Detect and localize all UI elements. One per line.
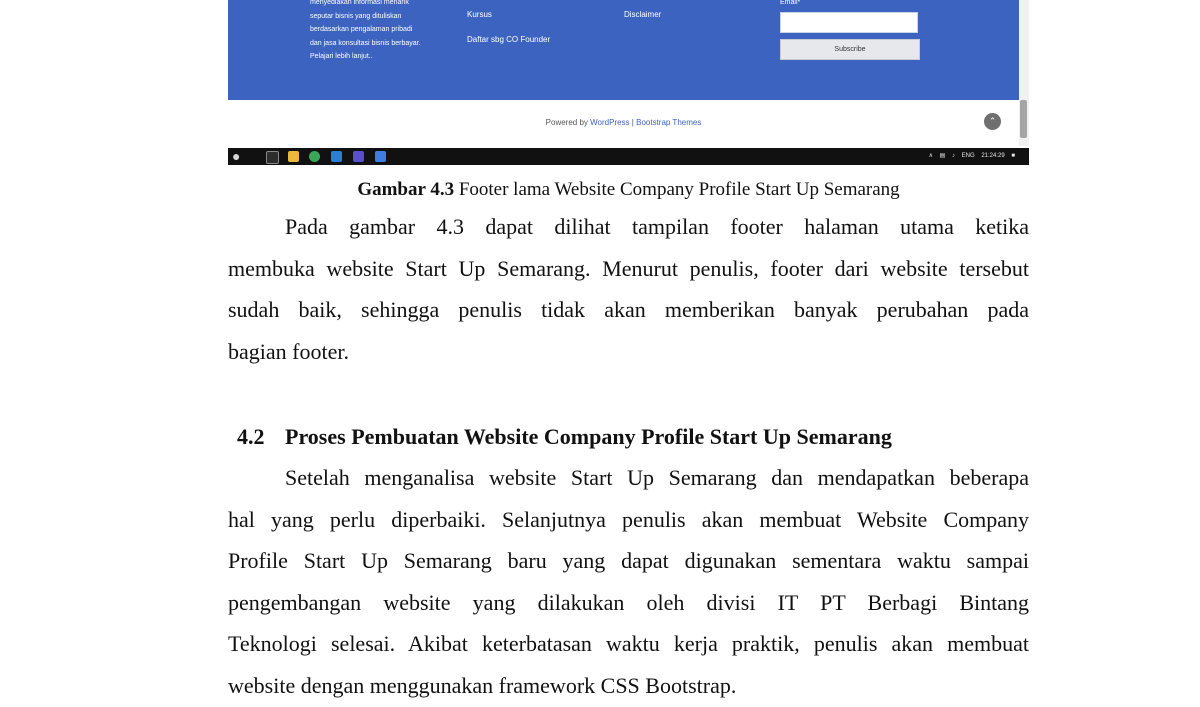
chevron-up-icon: ⌃ [988, 116, 997, 126]
about-line: dan jasa konsultasi bisnis berbayar. [310, 39, 421, 47]
paragraph-line: hal yang perlu diperbaiki. Selanjutnya penulis akan membuat Website Company [228, 506, 1029, 532]
scroll-to-top-button[interactable] [984, 113, 1001, 130]
paragraph-line: sudah baik, sehingga penulis tidak akan memberikan banyak perubahan pada [228, 297, 1029, 323]
apple-logo-icon[interactable]: ● [232, 148, 241, 164]
about-line: seputar bisnis yang dituliskan [310, 12, 402, 20]
caption-text: Footer lama Website Company Profile Start Up Semarang [458, 179, 900, 200]
figure-caption [228, 178, 1029, 202]
file-explorer-icon[interactable] [288, 151, 299, 162]
about-line: berdasarkan pengalaman pribadi [310, 26, 413, 33]
paragraph-line: Profile Start Up Semarang baru yang dapat digunakan sementara waktu sampai [228, 548, 1029, 574]
vscode-icon[interactable] [331, 151, 342, 162]
wordpress-link[interactable]: WordPress [590, 118, 630, 127]
powered-separator: | [631, 118, 634, 127]
powered-prefix: Powered by [545, 118, 588, 127]
figure-screenshot [228, 0, 1029, 165]
paragraph-1 [228, 206, 1029, 372]
footer-link-disclaimer[interactable]: Disclaimer [624, 10, 662, 19]
language-indicator[interactable]: ENG [961, 153, 975, 159]
section-number: 4.2 [237, 424, 265, 449]
paragraph-line: Pada gambar 4.3 dapat dilihat tampilan footer halaman utama ketika [285, 214, 1029, 239]
volume-icon[interactable]: ♪ [951, 153, 955, 159]
bootstrap-themes-link[interactable]: Bootstrap Themes [636, 118, 702, 127]
network-icon[interactable]: ▤ [939, 153, 946, 159]
about-line: menyediakan informasi menarik [310, 0, 409, 6]
section-heading [237, 422, 892, 452]
scrollbar-thumb[interactable] [1020, 100, 1027, 138]
paragraph-line: website dengan menggunakan framework CSS Bootstrap. [228, 672, 737, 698]
task-view-icon[interactable] [266, 151, 279, 164]
subscribe-button[interactable]: Subscribe [780, 39, 920, 60]
os-taskbar [228, 148, 1029, 165]
paragraph-line: bagian footer. [228, 338, 349, 364]
footer-link-kursus[interactable]: Kursus [467, 10, 492, 19]
system-tray [924, 152, 1015, 159]
app-icon-2[interactable] [375, 151, 386, 162]
notification-icon[interactable]: ■ [1011, 153, 1015, 159]
powered-by-text [228, 118, 1019, 127]
paragraph-2 [228, 457, 1029, 707]
about-text [310, 0, 460, 64]
paragraph-line: pengembangan website yang dilakukan oleh divisi IT PT Berbagi Bintang [228, 589, 1029, 615]
clock[interactable]: 21:24:29 [981, 153, 1005, 159]
paragraph-line: membuka website Start Up Semarang. Menurut penulis, footer dari website tersebut [228, 255, 1029, 281]
footer-link-cofounder[interactable]: Daftar sbg CO Founder [467, 35, 551, 44]
section-title: Proses Pembuatan Website Company Profile Start Up Semarang [285, 424, 892, 449]
app-icon[interactable] [353, 151, 364, 162]
email-label: Email* [780, 0, 801, 6]
email-field[interactable] [780, 12, 918, 33]
paragraph-line: Teknologi selesai. Akibat keterbatasan waktu kerja praktik, penulis akan membuat [228, 631, 1029, 657]
learn-more-link[interactable]: Pelajari lebih lanjut.. [310, 53, 373, 60]
paragraph-line: Setelah menganalisa website Start Up Semarang dan mendapatkan beberapa [285, 465, 1029, 490]
caption-label: Gambar 4.3 [357, 179, 455, 200]
powered-by-bar [228, 100, 1019, 146]
chrome-icon[interactable] [309, 151, 320, 162]
website-footer [228, 0, 1019, 100]
scrollbar[interactable] [1019, 0, 1029, 146]
chevron-up-icon[interactable]: ∧ [928, 153, 933, 159]
